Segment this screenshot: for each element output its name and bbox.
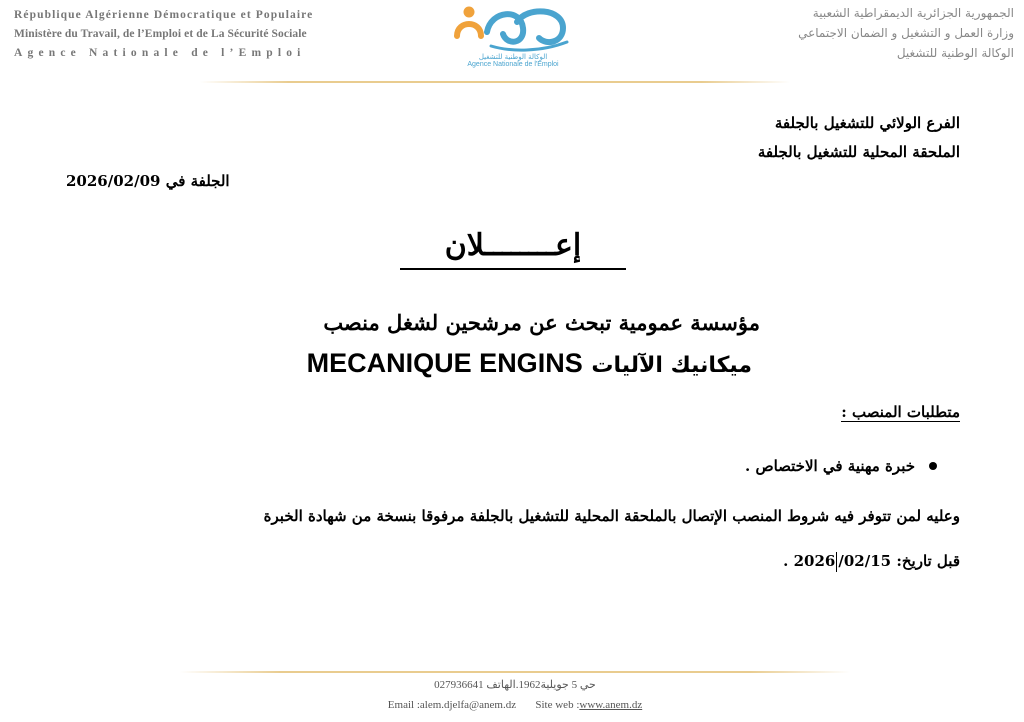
header-fr-ministry: Ministère du Travail, de l’Emploi et de La Sécurité Sociale	[14, 28, 307, 40]
date-value: 2026/02/09	[66, 172, 161, 190]
deadline-line	[783, 552, 960, 572]
anem-logo	[442, 2, 584, 78]
deadline-suffix: .	[783, 552, 789, 570]
branch-block	[758, 109, 960, 167]
logo-french-text: Agence Nationale de l'Emploi	[467, 61, 559, 68]
header-fr-agency: Agence Nationale de l’Emploi	[14, 47, 306, 59]
footer-email-label: Email :	[387, 699, 420, 711]
date-prefix: الجلفة في	[165, 172, 230, 190]
announcement-subtitle: مؤسسة عمومية تبحث عن مرشحين لشغل منصب	[323, 310, 760, 335]
header-ar-republic: الجمهورية الجزائرية الديمقراطية الشعبية	[812, 6, 1014, 20]
footer-email[interactable]: alem.djelfa@anem.dz	[419, 699, 517, 711]
anem-logo-icon	[451, 2, 575, 52]
instructions-text: وعليه لمن تتوفر فيه شروط المنصب الإتصال بالملحقة المحلية للتشغيل بالجلفة مرفوقا بنسخة من شهادة الخبرة	[263, 507, 960, 525]
requirement-item	[745, 457, 937, 475]
position-arabic: ميكانيك الآليات	[591, 353, 752, 378]
requirement-text: خبرة مهنية في الاختصاص .	[745, 457, 915, 475]
logo-arabic-text: الوكالة الوطنية للتشغيل	[478, 53, 548, 61]
deadline-date	[794, 552, 891, 570]
header-arabic	[604, 3, 1014, 63]
branch-line-2: الملحقة المحلية للتشغيل بالجلفة	[757, 143, 960, 161]
header-french	[14, 6, 434, 63]
footer-address	[180, 678, 850, 691]
footer-address-text: حي 5 جويلية1962.الهاتف 027936641	[434, 679, 596, 691]
footer-contact	[180, 699, 850, 711]
header-ar-ministry: وزارة العمل و التشغيل و الضمان الاجتماعي	[798, 26, 1014, 40]
deadline-date-year: 2026	[793, 552, 836, 570]
header-ar-agency: الوكالة الوطنية للتشغيل	[896, 46, 1014, 60]
footer-site-label: Site web :	[535, 699, 580, 711]
header-fr-republic: République Algérienne Démocratique et Populaire	[14, 9, 314, 21]
deadline-date-rest: /02/15	[838, 552, 892, 570]
announcement-title: إعــــــــلان	[400, 226, 626, 270]
footer-site-link[interactable]: www.anem.dz	[579, 699, 643, 711]
document-date	[66, 172, 230, 190]
branch-line-1: الفرع الولائي للتشغيل بالجلفة	[774, 114, 960, 132]
bullet-icon	[929, 462, 937, 470]
deadline-label: قبل تاريخ:	[896, 552, 960, 570]
position-title	[276, 348, 752, 379]
requirements-heading: متطلبات المنصب :	[841, 403, 960, 421]
header-divider	[200, 81, 790, 83]
position-french: MECANIQUE ENGINS	[306, 348, 583, 378]
footer-divider	[180, 671, 850, 673]
